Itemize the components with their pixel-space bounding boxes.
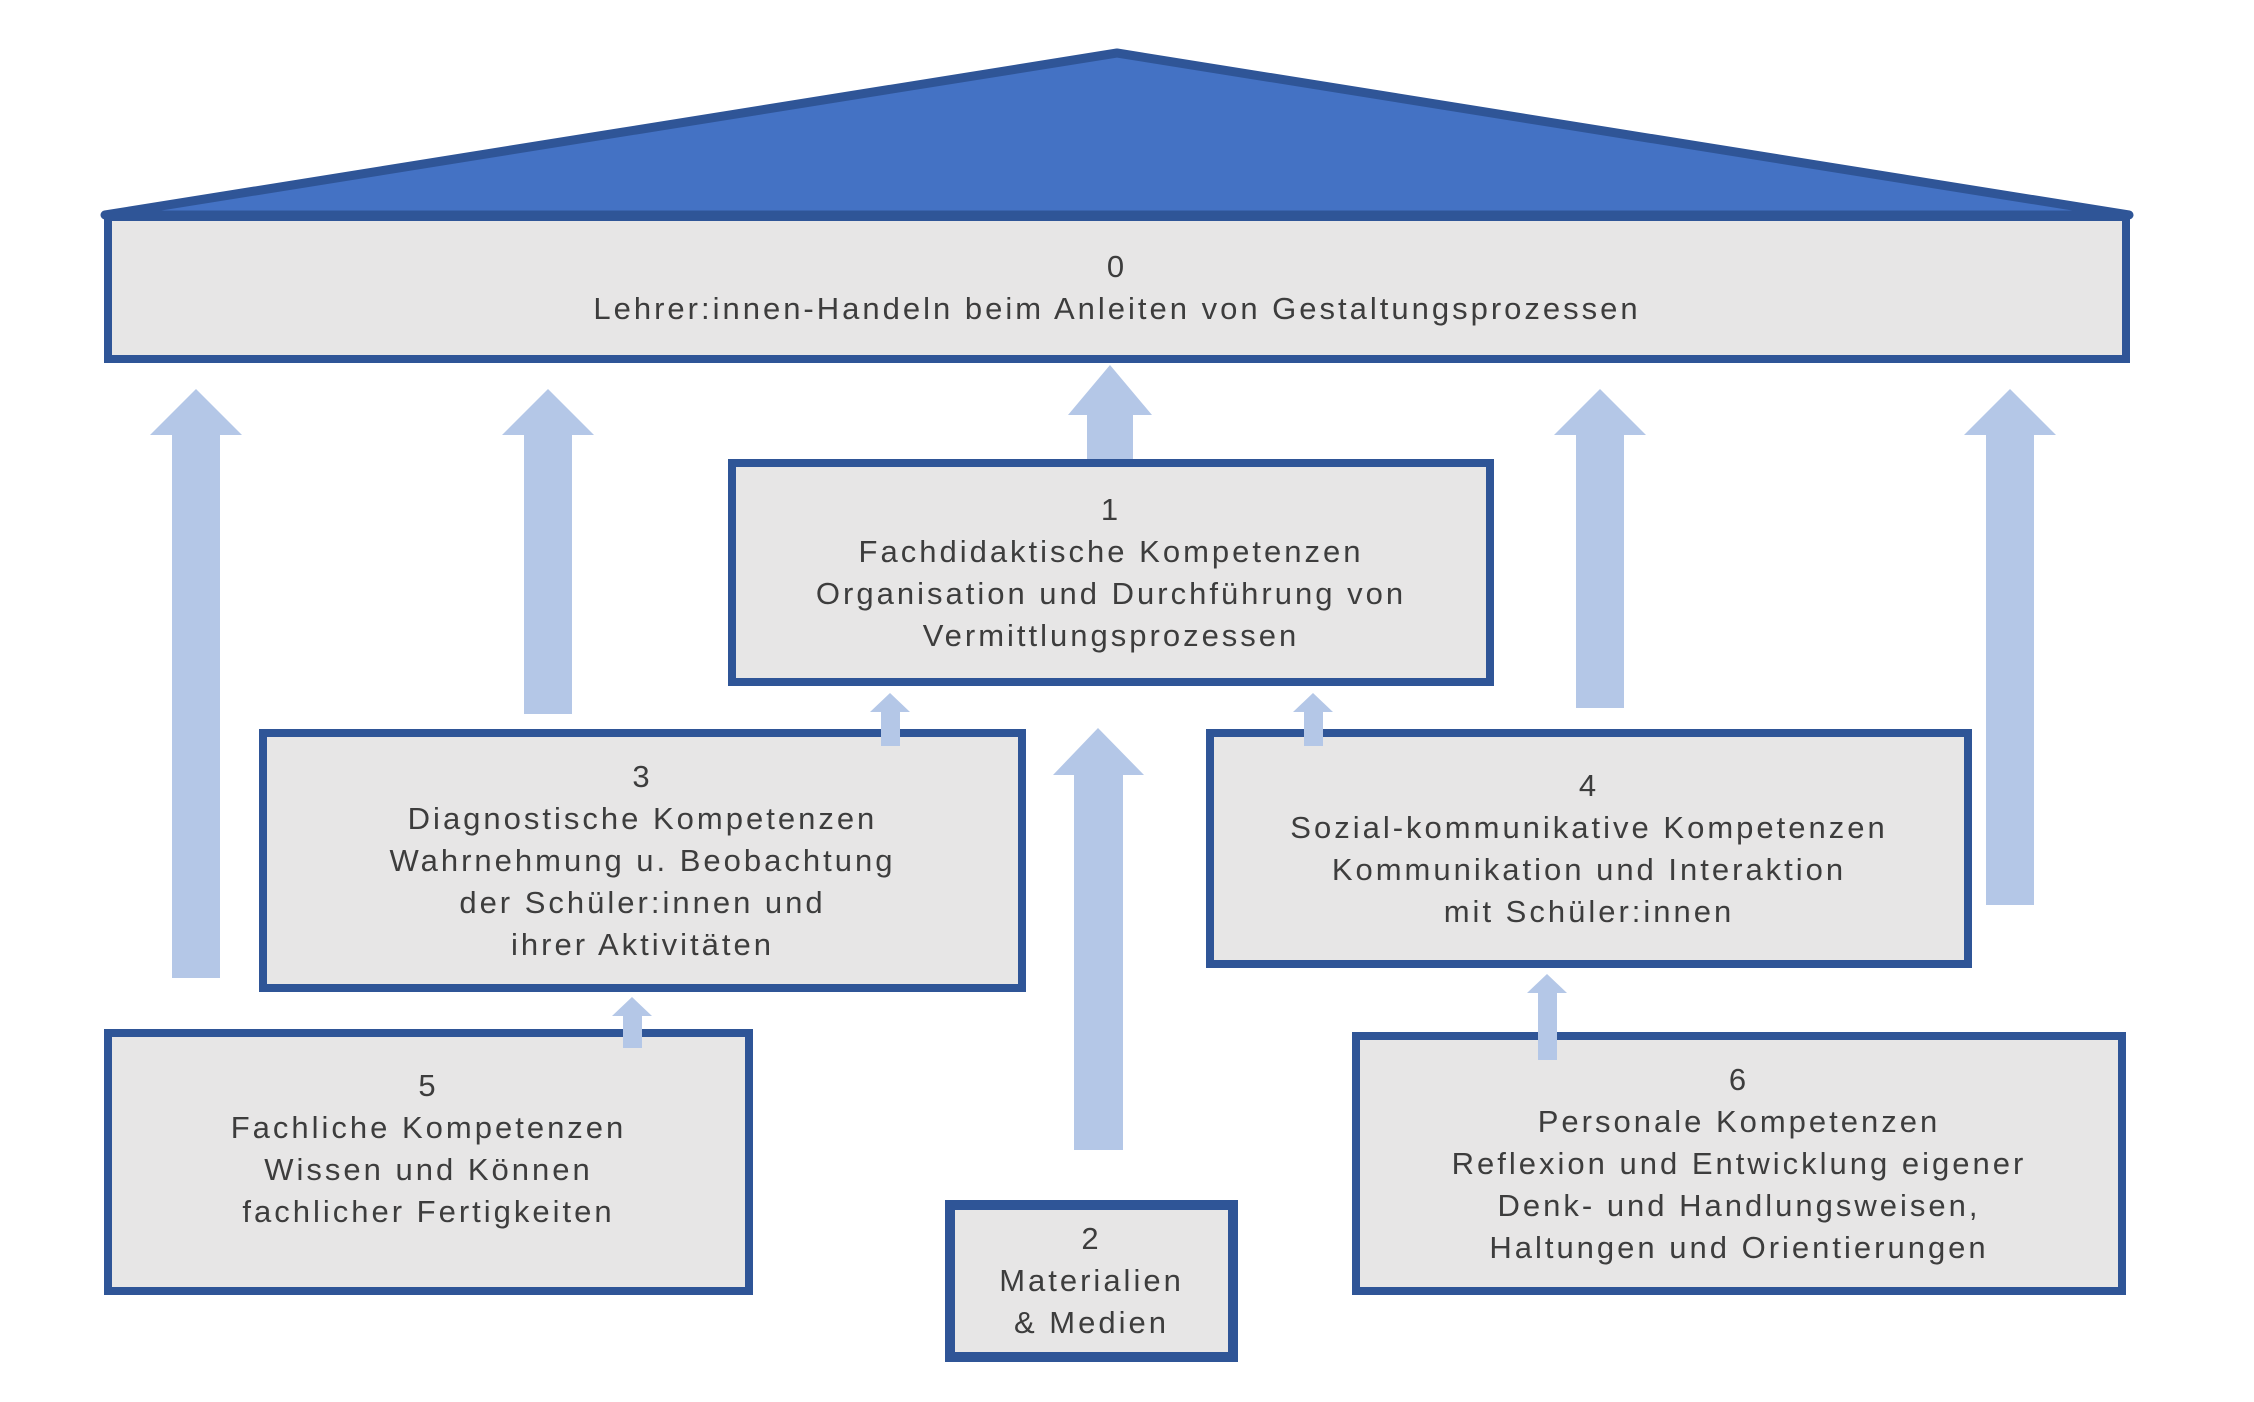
box-3-diagnostische-kompetenzen [259, 729, 1026, 992]
box-2-line-1: Materialien [999, 1263, 1184, 1298]
box-3-line-3: der Schüler:innen und [459, 884, 826, 920]
box-4-line-2: Kommunikation und Interaktion [1331, 851, 1847, 887]
up-arrow-far-right [1964, 389, 2056, 905]
box-1-number: 1 [1100, 491, 1122, 527]
box-5-line-1: Fachliche Kompetenzen [230, 1110, 627, 1145]
box-1-line-2: Organisation und Durchführung von [815, 575, 1407, 611]
box-6-personale-kompetenzen [1352, 1032, 2126, 1295]
up-arrow-box1-to-box0 [1068, 365, 1152, 459]
box-0-line-1: Lehrer:innen-Handeln beim Anleiten von Gestaltungsprozessen [593, 291, 1641, 326]
up-arrow-box2-to-box1 [1053, 728, 1144, 1150]
box-1-line-3: Vermittlungsprozessen [922, 617, 1300, 653]
box-1-fachdidaktische-kompetenzen [728, 459, 1494, 686]
roof-triangle [105, 53, 2129, 215]
box-4-sozial-kommunikative-kompetenzen [1206, 729, 1972, 968]
box-2-materialien-medien [945, 1200, 1238, 1362]
box-2-line-2: & Medien [1014, 1305, 1169, 1340]
box-6-line-2: Reflexion und Entwicklung eigener [1451, 1145, 2027, 1181]
up-arrow-left [502, 389, 594, 714]
box-5-line-3: fachlicher Fertigkeiten [242, 1194, 615, 1229]
box-3-line-2: Wahrnehmung u. Beobachtung [389, 842, 896, 878]
box-5-fachliche-kompetenzen [104, 1029, 753, 1295]
box-0-lehrer-innen-handeln [104, 213, 2130, 363]
box-2-number: 2 [1081, 1221, 1102, 1256]
box-6-line-3: Denk- und Handlungsweisen, [1497, 1187, 1981, 1223]
box-3-number: 3 [632, 758, 653, 794]
box-4-number: 4 [1578, 767, 1600, 803]
box-5-number: 5 [418, 1068, 439, 1103]
up-arrow-far-left [150, 389, 242, 978]
box-3-line-4: ihrer Aktivitäten [511, 926, 774, 962]
box-3-line-1: Diagnostische Kompetenzen [407, 800, 878, 836]
box-0-number: 0 [1106, 249, 1128, 284]
up-arrow-right [1554, 389, 1646, 708]
box-5-line-2: Wissen und Können [264, 1152, 593, 1187]
box-4-line-3: mit Schüler:innen [1443, 893, 1735, 929]
box-6-line-4: Haltungen und Orientierungen [1489, 1229, 1989, 1265]
box-6-number: 6 [1728, 1061, 1750, 1097]
box-4-line-1: Sozial-kommunikative Kompetenzen [1290, 809, 1888, 845]
box-1-line-1: Fachdidaktische Kompetenzen [858, 533, 1364, 569]
box-6-line-1: Personale Kompetenzen [1537, 1103, 1941, 1139]
